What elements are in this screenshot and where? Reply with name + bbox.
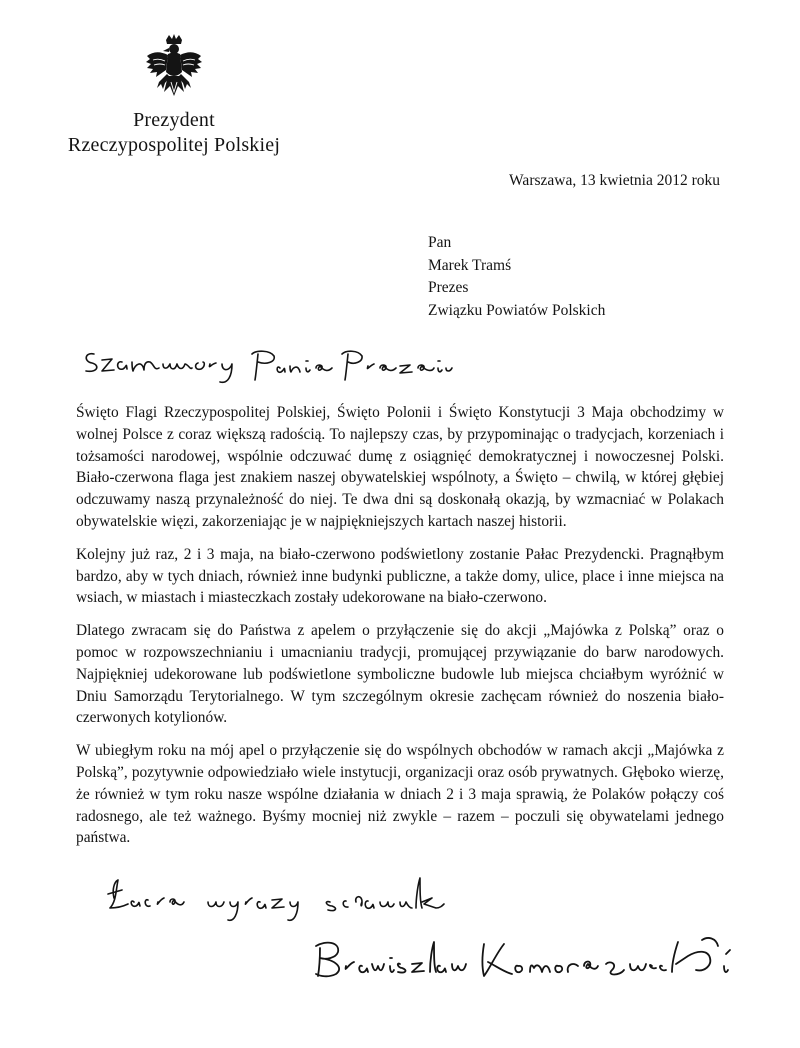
recipient-block <box>428 232 605 322</box>
handwritten-closing <box>104 868 504 928</box>
body-paragraph: Święto Flagi Rzeczypospolitej Polskiej, Święto Polonii i Święto Konstytucji 3 Maja obchodzimy w wolnej Polsce z coraz większą radością. To najlepszy czas, by przypominając o tradycjach, korzeniach i tożsamości narodowej, wspólnie odczuwać dumę z osiągnięć demokratycznej i nowoczesnej Polski. Biało-czerwona flaga jest znakiem naszej obywatelskiej wspólnoty, a Święto – chwilą, w której głębiej odczuwamy naszą przynależność do niej. Te dwa dni są doskonałą okazją, by wzmacniać w Polakach obywatelskie więzi, zakorzeniając je w najpiękniejszych kartach naszej historii. <box>76 404 724 530</box>
letter-body <box>76 402 724 860</box>
issuer-title: Prezydent <box>133 109 215 131</box>
recipient-organization: Związku Powiatów Polskich <box>428 301 606 319</box>
issuer-office: Rzeczypospolitej Polskiej <box>67 134 281 156</box>
recipient-position: Prezes <box>428 279 469 296</box>
body-paragraph: Kolejny już raz, 2 i 3 maja, na biało-czerwono podświetlony zostanie Pałac Prezydencki. Pragnąłbym bardzo, aby w tych dniach, również inne budynki publiczne, a także domy, ulice, place i inne miejsca na wsiach, w miastach i miasteczkach zostały udekorowane na biało-czerwono. <box>76 545 724 607</box>
recipient-name: Marek Tramś <box>428 256 512 274</box>
handwritten-salutation <box>80 340 460 390</box>
body-paragraph: Dlatego zwracam się do Państwa z apelem o przyłączenie się do akcji „Majówka z Polską” oraz o pomoc w rozpowszechnianiu i umacnianiu tradycji, promującej przywiązanie do barw narodowych. Najpiękniej udekorowane lub podświetlone symboliczne budowle lub miejsca chciałbym wyróżnić w Dniu Samorządu Terytorialnego. W tym szczególnym okresie zachęcam również do noszenia biało-czerwonych kotylionów. <box>76 622 724 727</box>
date-line: Warszawa, 13 kwietnia 2012 roku <box>509 172 720 189</box>
polish-eagle-emblem-icon <box>144 34 204 100</box>
handwritten-signature <box>306 930 746 996</box>
body-paragraph: W ubiegłym roku na mój apel o przyłączenie się do wspólnych obchodów w ramach akcji „Majówka z Polską”, pozytywnie odpowiedziało wiele instytucji, organizacji oraz osób prywatnych. Głęboko wierzę, że również w tym roku nasze wspólne działania w dniach 2 i 3 maja sprawią, że Polaków połączy coś radosnego, ale też ważnego. Byśmy mocniej niż zwykle – razem – poczuli się obywatelami jednego państwa. <box>76 742 724 847</box>
letterhead-issuer <box>54 108 294 158</box>
recipient-honorific: Pan <box>428 234 452 251</box>
